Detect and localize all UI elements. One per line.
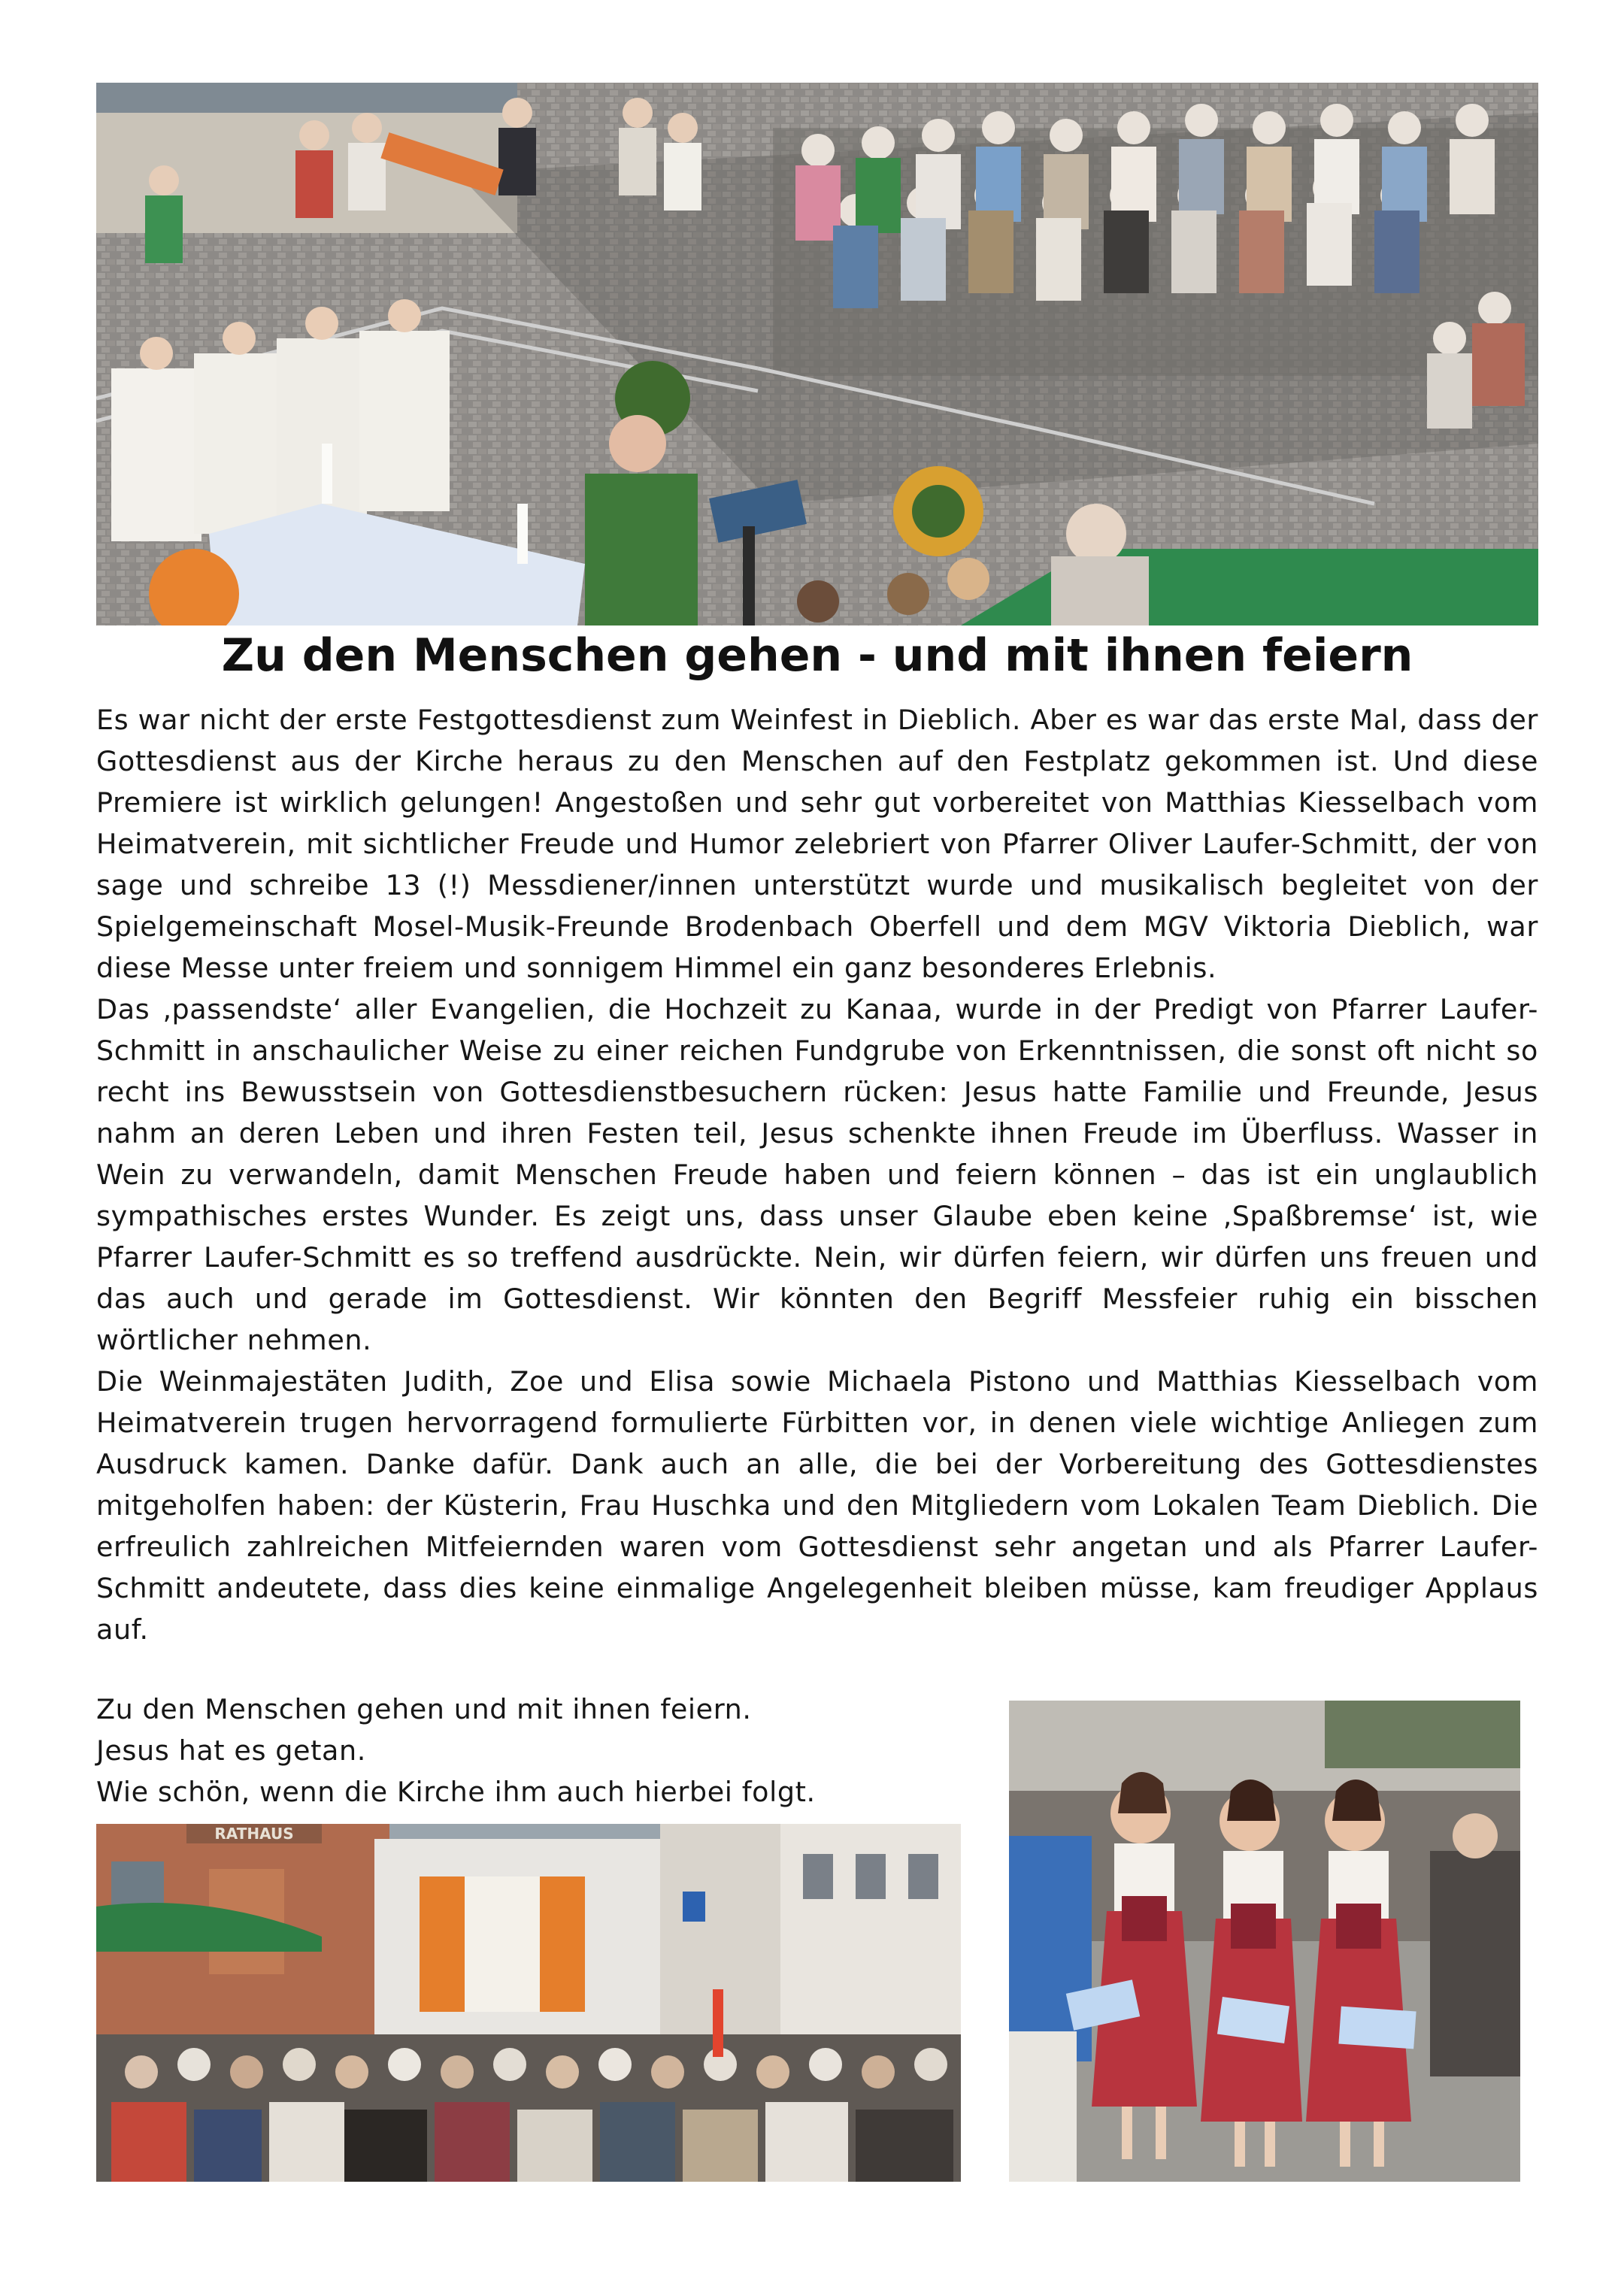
closing-line-1: Zu den Menschen gehen und mit ihnen feiern. (96, 1693, 752, 1725)
article-body (96, 699, 1538, 1650)
photo-rathaus-crowd (96, 1824, 961, 2182)
paragraph-1: Es war nicht der erste Festgottesdienst zum Weinfest in Dieblich. Aber es war das erste Mal, dass der Gottesdienst aus der Kirche heraus zu den Menschen auf den Festplatz gekommen ist. Und diese Premiere ist wirklich gelungen! Angestoßen und sehr gut vorbereitet von Matthias Kiesselbach vom Heimatverein, mit sichtlicher Freude und Humor zelebriert von Pfarrer Oliver Laufer-Schmitt, der von sage und schreibe 13 (!) Messdiener/innen unterstützt wurde und musikalisch begleitet von der Spielgemeinschaft Mosel-Musik-Freunde Brodenbach Oberfell und dem MGV Viktoria Dieblich, war diese Messe unter freiem und sonnigem Himmel ein ganz besonderes Erlebnis. (96, 704, 1538, 984)
photo-open-air-mass (96, 83, 1538, 625)
paragraph-2: Das ‚passendste‘ aller Evangelien, die Hochzeit zu Kanaa, wurde in der Predigt von Pfarrer Laufer-Schmitt in anschaulicher Weise zu einer reichen Fundgrube von Erkenntnissen, die sonst oft nicht so recht ins Bewusstsein von Gottesdienstbesuchern rücken: Jesus hatte Familie und Freunde, Jesus nahm an deren Leben und ihren Festen teil, Jesus schenkte ihnen Freude im Überfluss. Wasser in Wein zu verwandeln, damit Menschen Freude haben und feiern können – das ist ein unglaublich sympathisches erstes Wunder. Es zeigt uns, dass unser Glaube eben keine ‚Spaßbremse‘ ist, wie Pfarrer Laufer-Schmitt es so treffend ausdrückte. Nein, wir dürfen feiern, wir dürfen uns freuen und das auch und gerade im Gottesdienst. Wir könnten den Begriff Messfeier ruhig ein bisschen wörtlicher nehmen. (96, 993, 1538, 1356)
photo-wine-majesties (1009, 1701, 1520, 2182)
rathaus-sign: RATHAUS (214, 1825, 294, 1843)
article-title: Zu den Menschen gehen - und mit ihnen feiern (221, 629, 1413, 682)
paragraph-3: Die Weinmajestäten Judith, Zoe und Elisa sowie Michaela Pistono und Matthias Kiesselbach vom Heimatverein trugen hervorragend formulierte Fürbitten vor, in denen viele wichtige Anliegen zum Ausdruck kamen. Danke dafür. Dank auch an alle, die bei der Vorbereitung des Gottesdienstes mitgeholfen haben: der Küsterin, Frau Huschka und den Mitgliedern vom Lokalen Team Dieblich. Die erfreulich zahlreichen Mitfeiernden waren vom Gottesdienst sehr angetan und als Pfarrer Laufer-Schmitt andeutete, dass dies keine einmalige Angelegenheit bleiben müsse, kam freudiger Applaus auf. (96, 1365, 1538, 1646)
closing-line-2: Jesus hat es getan. (96, 1734, 366, 1767)
closing-lines (96, 1689, 983, 1813)
closing-line-3: Wie schön, wenn die Kirche ihm auch hierbei folgt. (96, 1776, 816, 1808)
